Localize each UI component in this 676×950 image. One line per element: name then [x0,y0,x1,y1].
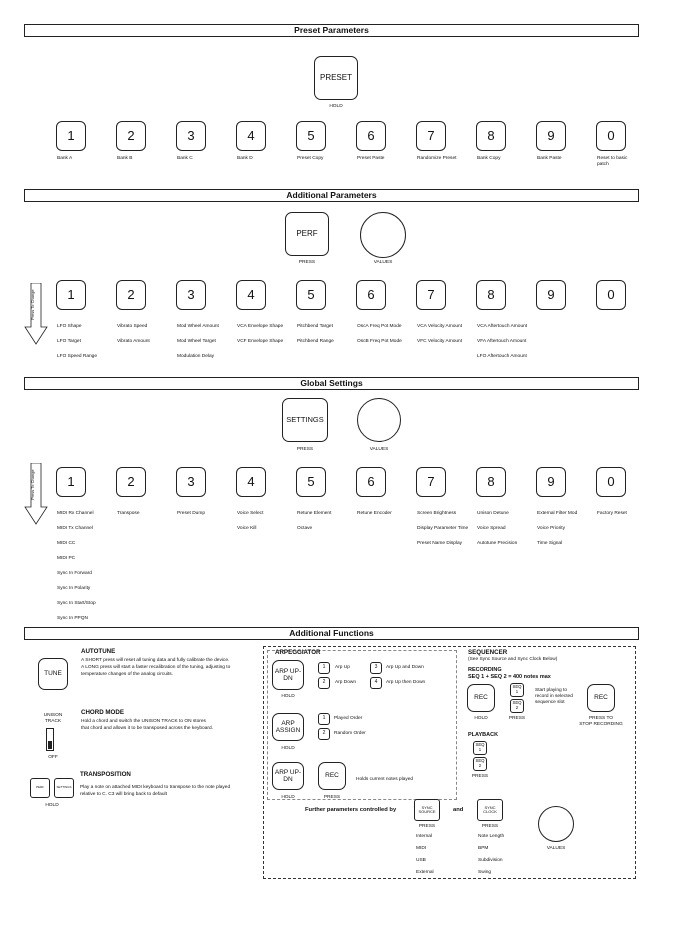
preset-label-5: Preset Copy [297,156,324,161]
autotune-title: AUTOTUNE [81,648,116,655]
arp-values-caption: VALUES [546,846,566,851]
global-key-3[interactable]: 3 [176,467,206,497]
additional-label-8-3: LFO Aftertouch Amount [477,354,527,359]
section-header-additional: Additional Parameters [24,189,639,202]
additional-label-3-2: Mod Wheel Target [177,339,216,344]
autotune-desc-3: temperature changes of the analog circuits. [81,672,173,677]
preset-button[interactable]: PRESET [314,56,358,100]
arp-up-label: Arp Up [335,665,350,670]
sync-clock-press: PRESS [481,824,499,829]
sequencer-sub: (See Sync Source and Sync Clock Below) [468,657,558,662]
additional-label-6-1: OscA Freq Pot Mode [357,324,402,329]
unison-track-caption: UNISON TRACK [43,713,63,724]
arp-rec-press: PRESS [323,795,341,800]
playback-title: PLAYBACK [468,732,499,738]
playback-press-caption: PRESS [471,774,489,779]
preset-label-1: Bank A [57,156,73,161]
global-label-2-1: Transpose [117,511,140,516]
arp-key-4[interactable]: 4 [370,677,382,689]
global-key-7[interactable]: 7 [416,467,446,497]
global-label-1-5: Sync In Forward [57,571,92,576]
section-header-functions: Additional Functions [24,627,639,640]
preset-hold-caption: HOLD [329,104,343,109]
global-key-8[interactable]: 8 [476,467,506,497]
arp-order-key-2[interactable]: 2 [318,728,330,740]
arp-key-2[interactable]: 2 [318,677,330,689]
global-label-5-1: Retune Element [297,511,332,516]
section-header-preset: Preset Parameters [24,24,639,37]
arp-order-key-1[interactable]: 1 [318,713,330,725]
sync-clock-button[interactable]: SYNC CLOCK [477,799,503,821]
global-key-1[interactable]: 1 [56,467,86,497]
and-label: and [453,807,464,813]
chord-desc-1: Hold a chord and switch the UNISON TRACK to ON stores [81,719,206,724]
chord-desc-2: that chord and allows it to be transposed across the keyboard. [81,726,213,731]
playback-seq1-button[interactable]: SEQ 1 [473,741,487,755]
seq-stop-rec-button[interactable]: REC [587,684,615,712]
arp-up-dn-button-2[interactable]: ARP UP-DN [272,762,304,790]
arp-up-then-down-label: Arp Up then Down [386,680,426,685]
values-knob[interactable] [360,212,406,258]
global-label-8-2: Voice Spread [477,526,506,531]
additional-label-4-1: VCA Envelope Shape [237,324,284,329]
sync-source-opt-2: MIDI [416,846,427,851]
preset-label-4: Bank D [237,156,253,161]
additional-key-1[interactable]: 1 [56,280,86,310]
global-label-1-6: Sync In Polarity [57,586,91,591]
transposition-desc-1: Play a note on attached MIDI keyboard to transpose to the note played [80,785,231,790]
press-to-stop-2: STOP RECORDING [579,722,623,727]
transpose-settings-button[interactable]: SETTINGS [54,778,74,798]
additional-key-3[interactable]: 3 [176,280,206,310]
chord-mode-title: CHORD MODE [81,709,124,716]
global-label-1-1: MIDI Rx Channel [57,511,94,516]
arp-key-1[interactable]: 1 [318,662,330,674]
start-desc-3: sequence slot [535,700,565,705]
global-label-5-2: Octave [297,526,313,531]
arp-values-knob[interactable] [538,806,574,842]
global-label-9-3: Time Signal [537,541,563,546]
additional-key-9[interactable]: 9 [536,280,566,310]
arp-rec-desc: Holds current notes played [356,777,414,782]
played-order-label: Played Order [334,716,363,721]
additional-key-0[interactable]: 0 [596,280,626,310]
additional-key-7[interactable]: 7 [416,280,446,310]
global-values-caption: VALUES [369,447,389,452]
additional-label-2-1: Vibrato Speed [117,324,148,329]
preset-key-6[interactable]: 6 [356,121,386,151]
additional-label-4-2: VCF Envelope Shape [237,339,284,344]
additional-label-1-3: LFO Speed Range [57,354,98,359]
sync-clock-opt-2: BPM [478,846,489,851]
global-label-7-3: Preset Name Display [417,541,463,546]
sync-clock-opt-1: Note Length [478,834,505,839]
additional-label-7-1: VCA Velocity Amount [417,324,463,329]
additional-label-3-3: Modulation Delay [177,354,215,359]
preset-key-9[interactable]: 9 [536,121,566,151]
preset-key-2[interactable]: 2 [116,121,146,151]
additional-label-1-2: LFO Target [57,339,81,344]
arp-assign-button[interactable]: ARP ASSIGN [272,713,304,741]
global-label-8-1: Unison Detune [477,511,509,516]
arp-assign-hold: HOLD [281,746,295,751]
global-label-1-8: Sync In PPQN [57,616,88,621]
section-header-global: Global Settings [24,377,639,390]
global-label-1-3: MIDI CC [57,541,76,546]
preset-label-7: Randomize Preset [417,156,457,161]
preset-key-7[interactable]: 7 [416,121,446,151]
arp-up-dn-hold-2: HOLD [281,795,295,800]
global-key-4[interactable]: 4 [236,467,266,497]
additional-label-1-1: LFO Shape [57,324,82,329]
global-label-6-1: Retune Encoder [357,511,392,516]
additional-label-7-2: VFC Velocity Amount [417,339,463,344]
preset-key-3[interactable]: 3 [176,121,206,151]
preset-key-5[interactable]: 5 [296,121,326,151]
preset-label-3: Bank C [177,156,193,161]
global-key-5[interactable]: 5 [296,467,326,497]
global-key-6[interactable]: 6 [356,467,386,497]
settings-button[interactable]: SETTINGS [282,398,328,442]
global-label-7-2: Display Parameter Time [417,526,469,531]
additional-label-5-2: Pitchbend Range [297,339,334,344]
unison-off-caption: OFF [48,755,58,760]
global-label-4-1: Voice Select [237,511,264,516]
sync-source-button[interactable]: SYNC SOURCE [414,799,440,821]
recording-sub: SEQ 1 + SEQ 2 = 400 notes max [468,674,551,680]
global-values-knob[interactable] [357,398,401,442]
seq-rec-hold: HOLD [474,716,488,721]
additional-label-6-2: OscB Freq Pot Mode [357,339,402,344]
global-label-3-1: Preset Dump [177,511,205,516]
preset-key-1[interactable]: 1 [56,121,86,151]
transposition-desc-2: relative to C. C3 will bring back to default [80,792,167,797]
preset-label-2: Bank B [117,156,133,161]
global-label-7-1: Screen Brightness [417,511,457,516]
preset-label-9: Bank Paste [537,156,562,161]
additional-key-2[interactable]: 2 [116,280,146,310]
preset-label-10: Reset to basic patch [597,156,628,167]
arpeggiator-title: ARPEGGIATOR [275,649,321,656]
global-label-8-3: Autotune Precision [477,541,518,546]
start-desc-1: Start playing to [535,688,567,693]
tune-button[interactable]: TUNE [38,658,68,690]
arp-key-3[interactable]: 3 [370,662,382,674]
press-to-change-label: Press To Change [30,289,35,320]
sync-clock-opt-4: Swing [478,870,492,875]
settings-press-caption: PRESS [296,447,314,452]
sync-source-opt-3: USB [416,858,426,863]
preset-key-4[interactable]: 4 [236,121,266,151]
preset-label-8: Bank Copy [477,156,501,161]
arp-up-dn-button[interactable]: ARP UP-DN [272,660,304,690]
global-label-9-2: Voice Priority [537,526,565,531]
start-desc-2: record in selected [535,694,573,699]
global-label-9-1: External Filter Mod [537,511,578,516]
sync-source-opt-1: Internal [416,834,432,839]
perf-button[interactable]: PERF [285,212,329,256]
transpose-hold-caption: HOLD [45,803,59,808]
global-label-1-2: MIDI Tx Channel [57,526,93,531]
additional-label-2-2: Vibrato Amount [117,339,150,344]
transpose-perf-button[interactable]: PERF [30,778,50,798]
additional-label-5-1: Pitchbend Target [297,324,333,329]
global-key-0[interactable]: 0 [596,467,626,497]
transposition-title: TRANSPOSITION [80,771,131,778]
sync-source-opt-4: External [416,870,434,875]
global-label-1-7: Sync In Start/Stop [57,601,96,606]
global-key-2[interactable]: 2 [116,467,146,497]
values-caption: VALUES [373,260,393,265]
additional-key-6[interactable]: 6 [356,280,386,310]
sync-clock-opt-3: Subdivision [478,858,503,863]
perf-press-caption: PRESS [298,260,316,265]
autotune-desc-1: A SHORT press will reset all tuning data and fully calibrate the device. [81,658,230,663]
playback-seq2-button[interactable]: SEQ 2 [473,757,487,771]
additional-key-4[interactable]: 4 [236,280,266,310]
global-label-10-1: Factory Reset [597,511,627,516]
global-label-1-4: MIDI PC [57,556,76,561]
seq-press-caption: PRESS [508,716,526,721]
additional-label-8-2: VFA Aftertouch Amount [477,339,527,344]
global-key-9[interactable]: 9 [536,467,566,497]
additional-key-8[interactable]: 8 [476,280,506,310]
press-to-stop-1: PRESS TO [588,716,614,721]
recording-title: RECORDING [468,667,502,673]
additional-key-5[interactable]: 5 [296,280,326,310]
sequencer-title: SEQUENCER [468,649,508,656]
further-params-label: Further parameters controlled by [305,807,397,813]
arp-up-and-down-label: Arp Up and Down [386,665,424,670]
preset-label-6: Preset Paste [357,156,385,161]
preset-key-8[interactable]: 8 [476,121,506,151]
preset-key-0[interactable]: 0 [596,121,626,151]
additional-label-8-1: VCA Aftertouch Amount [477,324,528,329]
random-order-label: Random Order [334,731,366,736]
additional-label-3-1: Mod Wheel Amount [177,324,219,329]
global-label-4-2: Voice Kill [237,526,257,531]
seq2-button[interactable]: SEQ 2 [510,699,524,713]
arp-rec-button[interactable]: REC [318,762,346,790]
autotune-desc-2: A LONG press will start a faster recalibration of the tuning, adjusting to [81,665,231,670]
arp-up-dn-hold: HOLD [281,694,295,699]
press-to-change-label-2: Press To Change [30,469,35,500]
seq-rec-button[interactable]: REC [467,684,495,712]
press-to-change-arrow-icon [24,283,48,345]
press-to-change-arrow-icon-2 [24,463,48,525]
seq1-button[interactable]: SEQ 1 [510,683,524,697]
unison-track-switch[interactable] [46,728,54,751]
sync-source-press: PRESS [418,824,436,829]
arp-down-label: Arp Down [335,680,357,685]
